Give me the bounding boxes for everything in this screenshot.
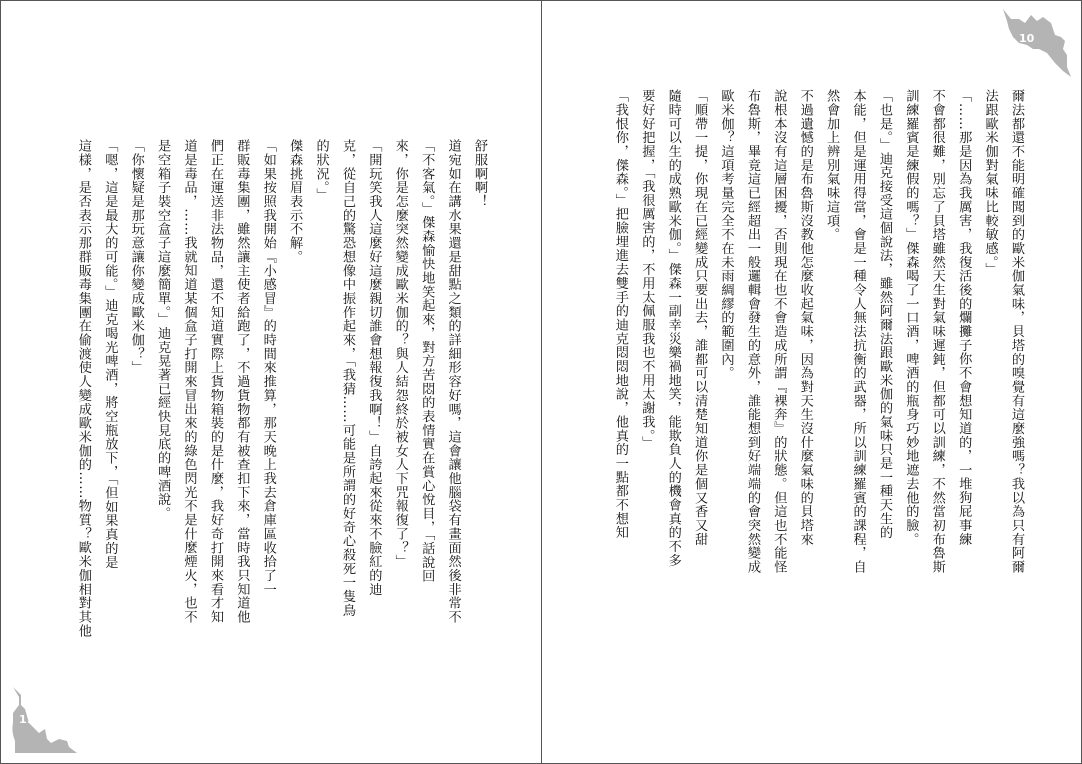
right-page bbox=[542, 1, 1081, 763]
left-page-number: 11 bbox=[19, 713, 35, 726]
left-page-body-text: 舒服啊啊！ 道宛如在講水果還是甜點之類的詳細形容好嗎，這會讓他腦袋有畫面然後非常不 「不客氣。」傑森愉快地笑起來，對方苦悶的表情實在賞心悅目，「話說回 來，你是怎麼突然變成歐米伽的？與人結怨終於被女人下咒報復了？」 「開玩笑我人這麼好這麼親切誰會想報復我啊！」自誇起來從來不臉紅的迪 克，從自己的驚恐想像中振作起來，「我猜……可能是所謂的好奇心殺死一隻鳥 的狀況。」 傑森挑眉表示不解。 「如果按照我開始『小感冒』的時間來推算，那天晚上我去倉庫區收拾了一 群販毒集團，雖然讓主使者給跑了，不過貨物都有被查扣下來，當時我只知道他 們正在運送非法物品，還不知道實際上貨物箱裝的是什麼，我好奇打開來看才知 道是毒品，……我就知道某個盒子打開來冒出來的綠色閃光不是什麼煙火，也不 是空箱子裝空盒子這麼簡單。」迪克晃著已經快見底的啤酒說。 「你懷疑是那玩意讓你變成歐米伽？」 「嗯，這是最大的可能。」迪克喝光啤酒，將空瓶放下，「但如果真的是 這樣，是否表示那群販毒集團在偷渡使人變成歐米伽的……物質？歐米伽相對其他 bbox=[75, 139, 487, 638]
bat-icon bbox=[1001, 7, 1073, 79]
right-page-body-text: 爾法都還不能明確聞到的歐米伽氣味，貝塔的嗅覺有這麼強嗎？我以為只有阿爾 法跟歐米伽對氣味比較敏感。」 「……那是因為我厲害，我復活後的爛攤子你不會想知道的，一堆狗屁事練 不會都很難，別忘了貝塔雖然天生對氣味遲鈍，但都可以訓練，不然當初布魯斯 訓練羅賓是練假的嗎？」傑森喝了一口酒，啤酒的瓶身巧妙地遮去他的臉。 「也是。」迪克接受這個說法，雖然阿爾法跟歐米伽的氣味只是一種天生的 本能，但是運用得當，會是一種令人無法抗衡的武器，所以訓練羅賓的課程，自 然會加上辨別氣味這項。 不過遺憾的是布魯斯沒教他怎麼收起氣味，因為對天生沒什麼氣味的貝塔來 說根本沒有這層困擾，否則現在也不會造成所謂『裸奔』的狀態。但這也不能怪 布魯斯，畢竟這已經超出一般邏輯會發生的意外，誰能想到好端端的會突然變成 歐米伽？這項考量完全不在未雨綢繆的範圍內。 「順帶一提，你現在已經變成只要出去，誰都可以清楚知道你是個又香又甜 隨時可以生的成熟歐米伽。」傑森一副幸災樂禍地笑，能欺負人的機會真的不多 要好好把握，「我很厲害的，不用太佩服我也不用太謝我。」 「我恨你，傑森。」把臉埋進去雙手的迪克悶悶地說，他真的一點都不想知 bbox=[612, 89, 1024, 574]
left-page bbox=[1, 1, 540, 763]
right-page-number: 10 bbox=[1019, 32, 1035, 45]
bat-icon bbox=[7, 683, 79, 755]
left-page-number-badge bbox=[7, 683, 79, 755]
right-page-number-badge bbox=[1001, 7, 1073, 79]
